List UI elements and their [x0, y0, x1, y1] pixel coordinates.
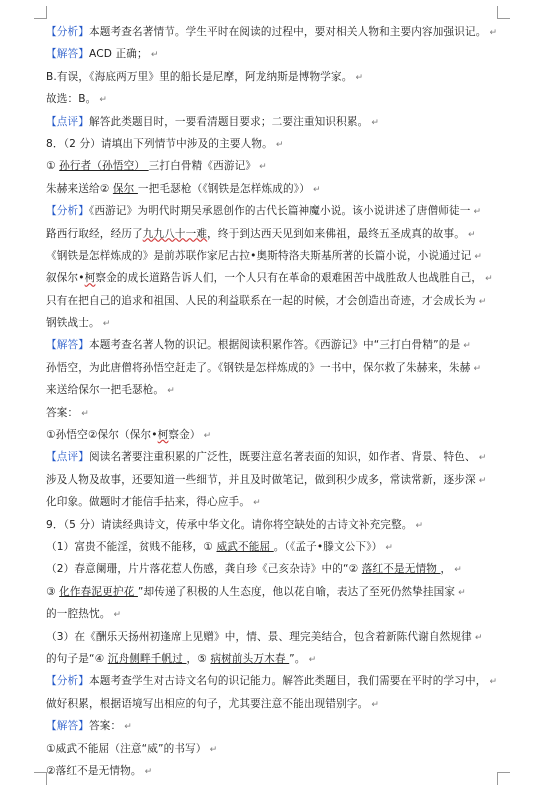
text-run: 故选：B。	[46, 93, 97, 106]
text-run: 察金的成长道路告诉人们，一个人只有在革命的艰难困苦中战胜敌人也战胜自己，	[95, 272, 483, 285]
paragraph-mark: ↵	[382, 542, 394, 553]
section-tag: 【解答】	[46, 48, 89, 61]
document-body	[46, 21, 501, 782]
text-run: 路西行取经，经历了	[46, 227, 143, 240]
paragraph-mark: ↵	[455, 587, 466, 598]
text-run: 的一腔热忱。	[46, 608, 111, 621]
paragraph-mark: ↵	[475, 296, 487, 307]
text-line	[46, 626, 501, 648]
text-run: ”却传递了积极的人生态度，他以花自喻，表达了至死仍然挚挂国家	[137, 585, 456, 598]
text-run: 本题考查名著人物的识记。根据阅读积累作答。《西游记》中“三打白骨精”的是	[88, 339, 461, 352]
text-run: 《钢铁是怎样炼成的》是前苏联作家尼古拉•奥斯特洛夫斯基所著的长篇小说，小说通过记	[46, 249, 472, 262]
answer-blank: 沉舟侧畔千帆过	[107, 652, 187, 665]
text-run: ①威武不能屈（注意“威”的书写）	[46, 742, 207, 755]
text-run: ③	[46, 585, 60, 598]
answer-blank: 落红不是无情物	[361, 563, 441, 576]
text-run: 化印象。做题时才能信手拈来，得心应手。	[46, 496, 251, 509]
text-line	[46, 111, 501, 133]
text-run: ，	[440, 563, 452, 576]
paragraph-mark: ↵	[206, 744, 218, 755]
paragraph-mark: ↵	[475, 453, 487, 464]
paragraph-mark: ↵	[164, 386, 175, 397]
paragraph-mark: ↵	[141, 766, 153, 777]
text-line	[46, 223, 501, 245]
text-line	[46, 514, 501, 536]
text-run: 答案：	[88, 720, 122, 733]
paragraph-mark: ↵	[465, 229, 476, 240]
paragraph-mark: ↵	[256, 162, 267, 173]
text-run: 的句子是“④	[46, 652, 108, 665]
spell-marked-text: 柯	[157, 429, 169, 442]
text-line	[46, 379, 501, 401]
paragraph-mark: ↵	[471, 632, 483, 643]
text-line	[46, 200, 501, 222]
text-line	[46, 738, 501, 760]
paragraph-mark: ↵	[305, 654, 317, 665]
text-line	[46, 88, 501, 110]
text-line	[46, 693, 501, 715]
paragraph-mark: ↵	[309, 184, 321, 195]
answer-blank: 病树前头万木春	[210, 652, 290, 665]
paragraph-mark: ↵	[96, 95, 108, 106]
text-line	[46, 603, 501, 625]
paragraph-mark: ↵	[412, 520, 424, 531]
text-run: 解答此类题目时，一要看清题目要求；二要注重知识积累。	[88, 115, 369, 128]
text-run: 本题考查名著情节。学生平时在阅读的过程中，要对相关人物和主要内容加强识记。	[88, 26, 487, 38]
text-line	[46, 245, 501, 267]
section-tag: 【分析】	[46, 205, 89, 218]
text-run: 叙保尔•	[46, 272, 85, 285]
paragraph-mark: ↵	[460, 341, 471, 352]
text-line	[46, 558, 501, 580]
text-line	[46, 133, 501, 155]
text-line	[46, 760, 501, 782]
text-run: （2）春意阑珊，片片落花惹人伤感，龚自珍《己亥杂诗》中的“②	[46, 563, 362, 576]
crop-mark-top-left	[34, 6, 47, 19]
text-run: 只有在把自己的追求和祖国、人民的利益联系在一起的时候，才会创造出奇迹，才会成长为	[46, 294, 476, 307]
text-run: ②落红不是无情物。	[46, 764, 142, 777]
paragraph-mark: ↵	[147, 50, 159, 61]
text-line	[46, 469, 501, 491]
section-tag: 【解答】	[46, 339, 89, 352]
text-run: ①	[46, 160, 60, 173]
text-line	[46, 424, 501, 446]
section-tag: 【解答】	[46, 720, 89, 733]
text-run: 做好积累，根据语境写出相应的句子，尤其要注意不能出现错别字。	[46, 697, 369, 710]
text-line	[46, 357, 501, 379]
paragraph-mark: ↵	[200, 431, 212, 442]
text-line	[46, 267, 501, 289]
text-run: 涉及人物及故事，还要知道一些细节，并且及时做笔记，做到积少成多，常读常新，逐步深	[46, 473, 476, 486]
answer-blank: 化作春泥更护花	[59, 585, 138, 598]
paragraph-mark: ↵	[368, 699, 380, 710]
paragraph-mark: ↵	[470, 363, 482, 374]
section-tag: 【点评】	[46, 115, 89, 128]
text-run: 阅读名著要注重积累的广泛性，既要注意名著表面的知识，如作者、背景、特色、	[88, 451, 476, 464]
text-line	[46, 491, 501, 513]
paragraph-mark: ↵	[121, 722, 132, 733]
text-run: 孙悟空，为此唐僧将孙悟空赶走了。《钢铁是怎样炼成的》一书中，保尔救了朱赫来，朱赫	[46, 361, 471, 374]
text-line	[46, 21, 501, 43]
paragraph-mark: ↵	[475, 475, 487, 486]
paragraph-mark: ↵	[471, 251, 483, 262]
text-run: 察金）	[168, 429, 201, 442]
paragraph-mark: ↵	[110, 610, 122, 621]
text-run: 8．（2 分）请填出下列情节中涉及的主要人物。	[46, 137, 273, 150]
text-line	[46, 581, 501, 603]
paragraph-mark: ↵	[482, 274, 493, 285]
text-run: 朱赫来送给②	[46, 182, 113, 195]
answer-blank: 孙行者（孙悟空）	[59, 160, 149, 173]
text-run: 三打白骨精《西游记》	[148, 160, 257, 173]
paragraph-mark: ↵	[470, 207, 482, 218]
text-line	[46, 178, 501, 200]
text-run: 钢铁战士。	[46, 317, 100, 330]
paragraph-mark: ↵	[272, 139, 284, 150]
section-tag: 【分析】	[46, 26, 89, 38]
text-line	[46, 155, 501, 177]
section-tag: 【分析】	[46, 675, 89, 688]
answer-blank: 威武不能屈	[216, 540, 274, 553]
text-line	[46, 715, 501, 737]
text-run: 《西游记》为明代时期吴承恩创作的古代长篇神魔小说。该小说讲述了唐僧师徒一	[88, 205, 471, 218]
text-run: 本题考查学生对古诗文名句的识记能力。解答此类题目，我们需要在平时的学习中，	[88, 675, 487, 688]
text-line	[46, 66, 501, 88]
answer-blank: 保尔	[112, 182, 138, 195]
text-run: ①孙悟空②保尔（保尔•	[46, 429, 158, 442]
text-run: 9．（5 分）请读经典诗文，传承中华文化。请你将空缺处的古诗文补充完整。	[46, 518, 413, 531]
text-line	[46, 43, 501, 65]
text-run: 一把毛瑟枪（《钢铁是怎样炼成的》）	[137, 182, 310, 195]
text-run: ，⑤	[186, 652, 211, 665]
text-line	[46, 648, 501, 670]
text-line	[46, 536, 501, 558]
paragraph-mark: ↵	[99, 319, 111, 330]
text-line	[46, 446, 501, 468]
paragraph-mark: ↵	[368, 117, 380, 128]
text-run: ACD 正确；	[88, 48, 148, 61]
text-run: B.有误，《海底两万里》里的船长是尼摩，阿龙纳斯是博物学家。	[46, 70, 353, 83]
paragraph-mark: ↵	[352, 72, 364, 83]
text-run: ，终于到达西天见到如来佛祖，最终五圣成真的故事。	[207, 227, 466, 240]
text-line	[46, 402, 501, 424]
text-run: 。（《孟子•滕文公下》）	[273, 540, 383, 553]
section-tag: 【点评】	[46, 451, 89, 464]
crop-mark-top-right	[497, 6, 510, 19]
text-line	[46, 312, 501, 334]
paragraph-mark: ↵	[486, 28, 498, 38]
text-run: （3）在《酬乐天扬州初逢席上见赠》中，情、景、理完美结合，包含着新陈代谢自然规律	[46, 630, 472, 643]
spell-marked-text: 柯	[84, 272, 96, 285]
paragraph-mark: ↵	[486, 677, 498, 688]
text-line	[46, 290, 501, 312]
text-line	[46, 670, 501, 692]
text-run: （1）富贵不能淫，贫贱不能移，①	[46, 540, 217, 553]
paragraph-mark: ↵	[78, 408, 89, 419]
paragraph-mark: ↵	[451, 565, 462, 576]
text-run: 来送给保尔一把毛瑟枪。	[46, 384, 165, 397]
text-run: ”。	[289, 652, 306, 665]
paragraph-mark: ↵	[250, 498, 261, 509]
text-run: 答案：	[46, 406, 79, 419]
spell-marked-text: 九九八十一难	[142, 227, 208, 240]
text-line	[46, 334, 501, 356]
